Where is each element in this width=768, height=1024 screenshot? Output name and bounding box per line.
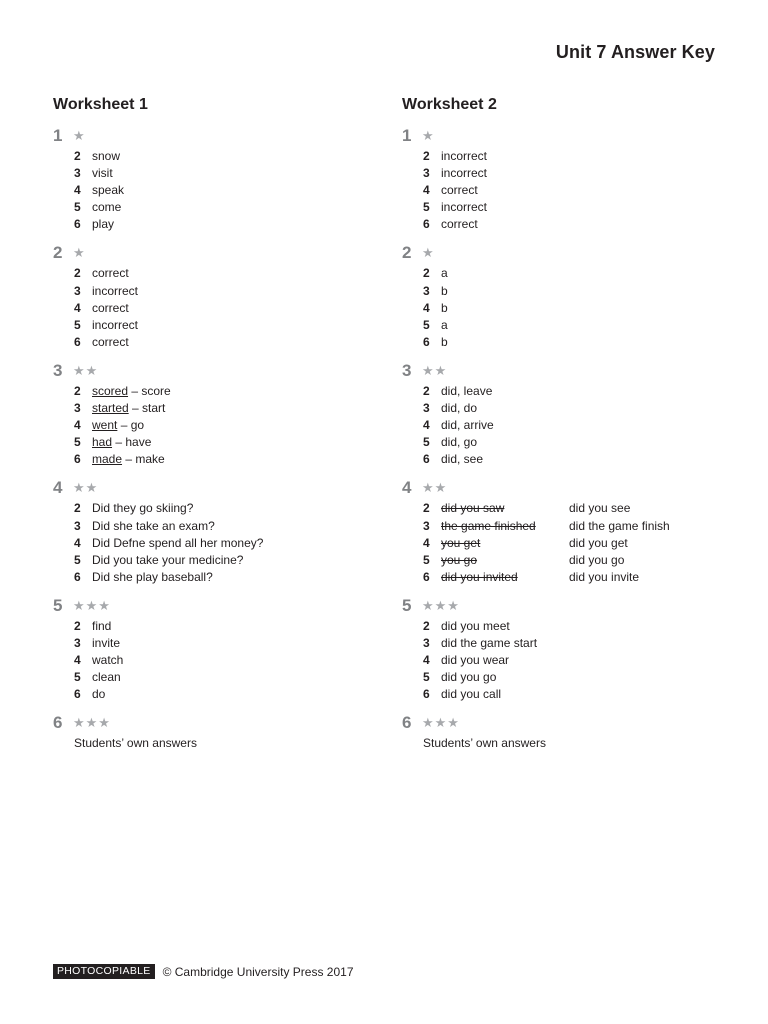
answer-item — [423, 535, 732, 552]
star-icon: ★ — [422, 245, 435, 261]
item-number: 5 — [74, 317, 81, 332]
star-icon: ★★★ — [73, 715, 111, 731]
item-number: 6 — [423, 334, 430, 349]
answer-item — [423, 165, 732, 182]
copyright-text: © Cambridge University Press 2017 — [162, 964, 354, 979]
item-answer: b — [441, 334, 448, 349]
struck-wrong-answer: you get — [441, 535, 481, 550]
answer-item — [74, 500, 383, 517]
exercise-4 — [402, 477, 732, 585]
star-icon: ★★ — [73, 362, 99, 378]
answer-item — [423, 500, 732, 517]
item-number: 5 — [423, 317, 430, 332]
exercise-number: 6 — [402, 713, 412, 733]
item-number: 3 — [423, 401, 430, 416]
item-number: 4 — [423, 300, 430, 315]
star-icon: ★★ — [422, 480, 448, 496]
item-answer: did you meet — [441, 618, 510, 633]
answer-item — [423, 451, 732, 468]
answer-item — [74, 686, 383, 703]
star-icon: ★★★ — [422, 715, 460, 731]
item-answer: correct — [441, 183, 478, 198]
item-number: 4 — [74, 183, 81, 198]
item-number: 4 — [423, 183, 430, 198]
answer-item — [74, 635, 383, 652]
item-number: 5 — [74, 200, 81, 215]
item-number: 3 — [74, 283, 81, 298]
item-answer: Did she take an exam? — [92, 518, 215, 533]
item-number: 5 — [423, 670, 430, 685]
corrected-answer: did you invite — [569, 569, 640, 584]
answer-item — [423, 552, 732, 569]
item-answer: snow — [92, 149, 121, 163]
answer-item — [74, 618, 383, 635]
item-number: 2 — [423, 618, 430, 633]
item-number: 2 — [74, 383, 81, 398]
item-answer: correct — [441, 217, 478, 232]
answer-item — [423, 400, 732, 417]
corrected-answer: did you go — [569, 552, 625, 567]
item-answer: do — [92, 687, 106, 702]
item-number: 6 — [423, 452, 430, 467]
item-answer: incorrect — [441, 166, 488, 181]
corrected-answer: did the game finish — [569, 518, 670, 533]
item-number: 4 — [74, 418, 81, 433]
exercise-5 — [53, 595, 383, 703]
answer-item — [74, 400, 383, 417]
underlined-word: went — [92, 418, 118, 433]
base-form: – make — [122, 452, 165, 467]
star-icon: ★★ — [422, 362, 448, 378]
answer-item — [74, 182, 383, 199]
item-number: 5 — [74, 552, 81, 567]
item-answer: did, do — [441, 401, 478, 416]
item-answer: correct — [92, 300, 129, 315]
underlined-word: made — [92, 452, 123, 467]
item-number: 6 — [74, 687, 81, 702]
answer-item — [74, 569, 383, 586]
answer-item — [74, 334, 383, 351]
item-number: 2 — [423, 383, 430, 398]
star-icon: ★ — [422, 128, 435, 143]
exercise-2 — [53, 242, 383, 350]
item-answer: watch — [92, 653, 124, 668]
item-answer: Did Defne spend all her money? — [92, 535, 264, 550]
item-answer: did the game start — [441, 635, 538, 650]
item-number: 4 — [74, 653, 81, 668]
answer-item — [423, 417, 732, 434]
answer-item — [74, 148, 383, 165]
answer-item — [423, 686, 732, 703]
answer-item — [423, 569, 732, 586]
answer-item — [74, 518, 383, 535]
exercise-number: 5 — [53, 595, 63, 615]
exercise-number: 3 — [402, 360, 412, 380]
item-answer: Did they go skiing? — [92, 501, 194, 516]
base-form: – start — [128, 401, 166, 416]
worksheet-title: Worksheet 1 — [53, 96, 148, 113]
star-icon: ★ — [73, 245, 86, 261]
worksheet-2-column — [402, 94, 732, 752]
struck-wrong-answer: you go — [441, 552, 478, 567]
underlined-word: started — [92, 401, 129, 416]
exercise-number: 1 — [53, 126, 63, 145]
answer-item — [74, 317, 383, 334]
answer-item — [423, 317, 732, 334]
item-number: 6 — [423, 687, 430, 702]
item-answer: correct — [92, 266, 129, 281]
star-icon: ★★ — [73, 480, 99, 496]
item-answer: did, go — [441, 435, 478, 450]
answer-item — [423, 199, 732, 216]
star-icon: ★ — [73, 128, 86, 143]
item-answer: find — [92, 618, 112, 633]
item-number: 4 — [74, 300, 81, 315]
item-answer: did, arrive — [441, 418, 494, 433]
item-number: 3 — [74, 518, 81, 533]
item-number: 5 — [74, 670, 81, 685]
item-number: 2 — [423, 501, 430, 516]
item-answer: did, leave — [441, 383, 493, 398]
item-number: 2 — [74, 618, 81, 633]
star-icon: ★★★ — [73, 597, 111, 613]
exercise-3 — [402, 360, 732, 468]
answer-item — [74, 669, 383, 686]
answer-item — [423, 518, 732, 535]
item-answer: did you wear — [441, 653, 510, 668]
base-form: – go — [117, 418, 145, 433]
item-number: 3 — [74, 166, 81, 181]
item-number: 2 — [423, 266, 430, 281]
item-number: 3 — [74, 401, 81, 416]
answer-item — [423, 182, 732, 199]
item-number: 2 — [74, 149, 81, 163]
item-number: 4 — [74, 535, 81, 550]
item-answer: invite — [92, 635, 121, 650]
star-icon: ★★★ — [422, 597, 460, 613]
exercise-3 — [53, 360, 383, 468]
exercise-4 — [53, 477, 383, 585]
struck-wrong-answer: did you invited — [441, 569, 518, 584]
page-footer — [53, 964, 354, 979]
item-number: 6 — [74, 334, 81, 349]
answer-item — [74, 652, 383, 669]
answer-item — [423, 334, 732, 351]
answer-item — [423, 635, 732, 652]
answer-item — [74, 283, 383, 300]
answer-item — [74, 451, 383, 468]
underlined-word: scored — [92, 383, 129, 398]
exercise-1 — [53, 125, 383, 233]
item-answer: come — [92, 200, 122, 215]
exercise-number: 6 — [53, 713, 63, 733]
item-answer: incorrect — [441, 149, 488, 163]
answer-item — [423, 216, 732, 233]
corrected-answer: did you see — [569, 501, 631, 516]
item-number: 3 — [423, 635, 430, 650]
item-number: 5 — [423, 200, 430, 215]
item-number: 4 — [423, 653, 430, 668]
exercise-number: 3 — [53, 360, 63, 380]
exercise-2 — [402, 242, 732, 350]
item-number: 2 — [74, 501, 81, 516]
item-answer: b — [441, 300, 448, 315]
underlined-word: had — [92, 435, 113, 450]
exercise-number: 4 — [402, 478, 412, 498]
worksheet-1-column — [53, 94, 383, 752]
answer-item — [74, 265, 383, 282]
item-answer: b — [441, 283, 448, 298]
item-number: 4 — [423, 535, 430, 550]
exercise-1 — [402, 125, 732, 233]
answer-item — [423, 383, 732, 400]
item-answer: speak — [92, 183, 125, 198]
item-number: 5 — [423, 552, 430, 567]
exercise-note: Students’ own answers — [74, 736, 197, 751]
item-answer: play — [92, 217, 115, 232]
answer-item — [423, 652, 732, 669]
worksheet-title: Worksheet 2 — [402, 96, 497, 113]
corrected-answer: did you get — [569, 535, 628, 550]
answer-item — [74, 165, 383, 182]
answer-item — [423, 265, 732, 282]
answer-item — [74, 216, 383, 233]
struck-wrong-answer: the game finished — [441, 518, 536, 533]
item-number: 4 — [423, 418, 430, 433]
exercise-number: 4 — [53, 478, 63, 498]
item-number: 2 — [423, 149, 430, 163]
answer-item — [423, 618, 732, 635]
item-number: 5 — [423, 435, 430, 450]
exercise-number: 2 — [402, 243, 412, 263]
answer-item — [423, 300, 732, 317]
item-number: 6 — [74, 452, 81, 467]
item-number: 6 — [74, 569, 81, 584]
struck-wrong-answer: did you saw — [441, 501, 505, 516]
answer-item — [74, 417, 383, 434]
photocopiable-badge: PHOTOCOPIABLE — [53, 964, 155, 979]
exercise-5 — [402, 595, 732, 703]
item-answer: a — [441, 266, 448, 281]
answer-item — [74, 383, 383, 400]
item-number: 6 — [74, 217, 81, 232]
answer-item — [423, 669, 732, 686]
answer-item — [74, 535, 383, 552]
item-number: 3 — [423, 518, 430, 533]
item-answer: Did she play baseball? — [92, 569, 213, 584]
page-title: Unit 7 Answer Key — [555, 42, 715, 62]
item-answer: did you call — [441, 687, 502, 702]
answer-item — [74, 434, 383, 451]
item-number: 3 — [423, 166, 430, 181]
item-answer: clean — [92, 670, 121, 685]
item-number: 2 — [74, 266, 81, 281]
answer-item — [74, 552, 383, 569]
item-number: 6 — [423, 217, 430, 232]
exercise-number: 5 — [402, 595, 412, 615]
answer-item — [74, 199, 383, 216]
item-number: 3 — [423, 283, 430, 298]
exercise-number: 2 — [53, 243, 63, 263]
item-answer: Did you take your medicine? — [92, 552, 244, 567]
item-number: 6 — [423, 569, 430, 584]
item-number: 3 — [74, 635, 81, 650]
base-form: – score — [128, 383, 171, 398]
answer-item — [423, 283, 732, 300]
item-answer: incorrect — [441, 200, 488, 215]
answer-item — [74, 300, 383, 317]
exercise-number: 1 — [402, 126, 412, 145]
item-answer: incorrect — [92, 317, 139, 332]
item-number: 5 — [74, 435, 81, 450]
exercise-note: Students’ own answers — [423, 736, 546, 751]
exercise-6 — [53, 712, 383, 752]
base-form: – have — [112, 435, 152, 450]
item-answer: visit — [92, 166, 113, 181]
exercise-6 — [402, 712, 732, 752]
item-answer: correct — [92, 334, 129, 349]
answer-item — [423, 148, 732, 165]
item-answer: did you go — [441, 670, 497, 685]
answer-item — [423, 434, 732, 451]
item-answer: a — [441, 317, 448, 332]
item-answer: incorrect — [92, 283, 139, 298]
item-answer: did, see — [441, 452, 484, 467]
